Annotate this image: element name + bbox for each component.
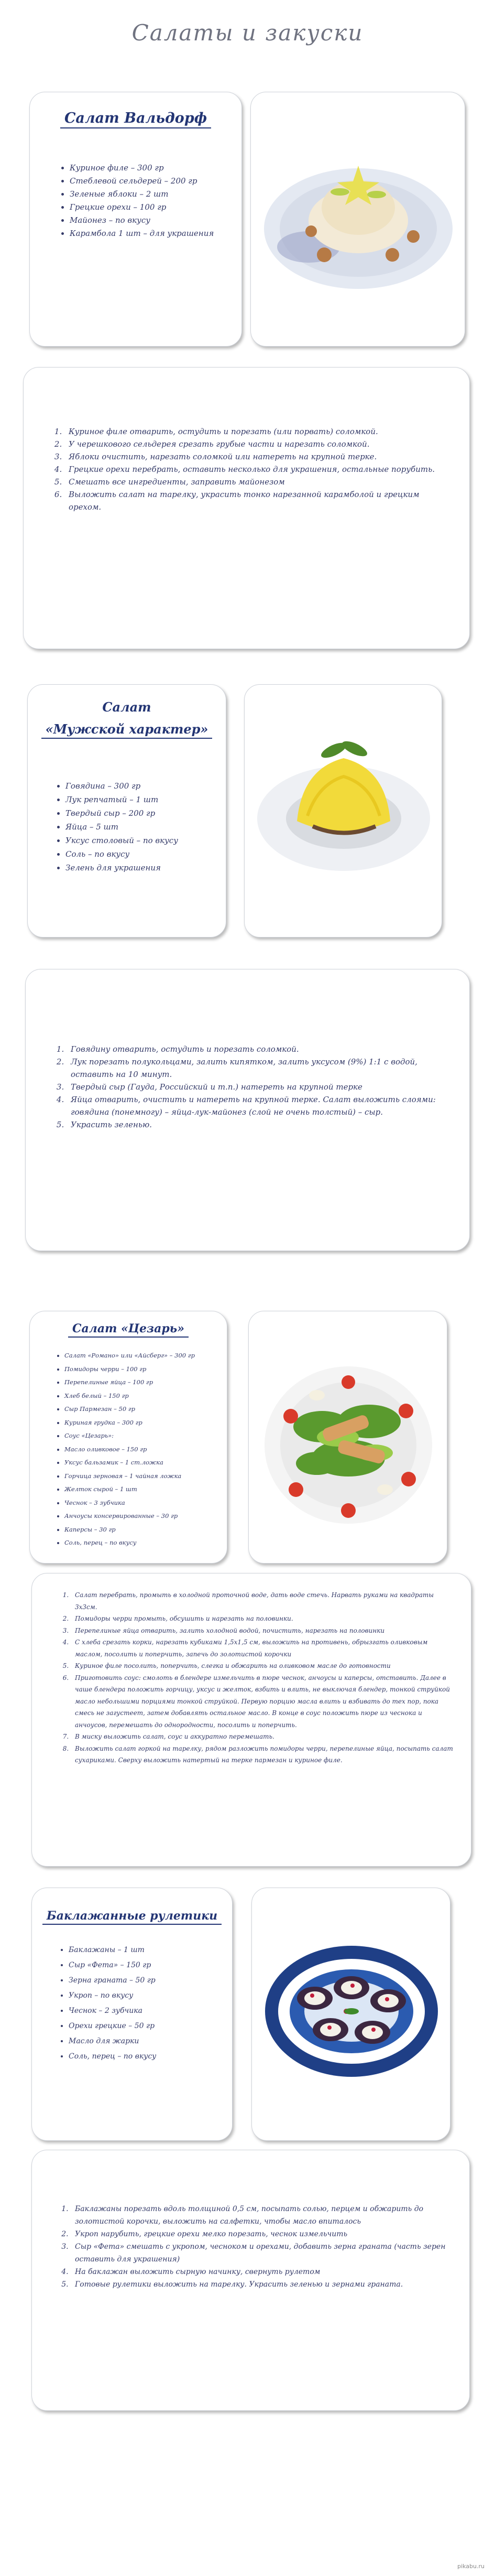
caesar-photo-card: [248, 1311, 447, 1564]
muzhskoy-title-line2: «Мужской характер»: [28, 721, 226, 739]
rolls-photo: [262, 1925, 441, 2093]
muzhskoy-salad-photo: [255, 721, 432, 879]
waldorf-title: Салат Вальдорф: [30, 110, 241, 128]
list-item: • Соль – по вкусу: [65, 847, 223, 861]
list-item: 3. Твердый сыр (Гауда, Российский и т.п.) натереть на крупной терке: [67, 1081, 452, 1093]
list-item: • Соль, перец – по вкусу: [64, 1536, 222, 1550]
caesar-title: Салат «Цезарь»: [30, 1322, 227, 1338]
list-item: 2. Укроп нарубить, грецкие орехи мелко порезать, чеснок измельчить: [71, 2228, 453, 2240]
list-item: • Куриная грудка – 300 гр: [64, 1416, 222, 1430]
rolls-ingredients: [57, 1943, 226, 2064]
muzhskoy-ingredients-card: [27, 684, 226, 937]
list-item: 4. Яйца отварить, очистить и натереть на крупной терке. Салат выложить слоями: говядина (понемногу) – яйца-лук-майонез (слой не очень толстый) – сыр.: [67, 1093, 452, 1118]
caesar-steps-card: [31, 1573, 471, 1867]
waldorf-ingredients: [58, 161, 227, 240]
list-item: • Карамбола 1 шт – для украшения: [70, 227, 227, 240]
list-item: • Говядина – 300 гр: [65, 779, 223, 793]
rolls-photo-card: [251, 1888, 450, 2141]
muzhskoy-photo-card: [244, 684, 442, 937]
waldorf-steps: [53, 425, 449, 513]
list-item: 6. Приготовить соус: смолоть в блендере измельчить в пюре чеснок, анчоусы и каперсы, отставить. Далее в чаше блендера положить горчицу, уксус и желток, взбить и влить, не выключая блендер, тонкой струйкой масло небольшими порциями тонкой струйкой. Первую порцию масла влить и взбивать до тех пор, пока смесь не загустеет, затем добавлять остальное масло. В конце в соус положить пюре из чеснока и анчоусов, перемешать до однородности, посолить и поперчить.: [71, 1672, 453, 1731]
list-item: 1. Куриное филе отварить, остудить и порезать (или порвать) соломкой.: [64, 425, 449, 438]
list-item: • Зелень для украшения: [65, 861, 223, 875]
list-item: • Твердый сыр – 200 гр: [65, 806, 223, 820]
list-item: • Перепелиные яйца – 100 гр: [64, 1376, 222, 1389]
list-item: 4. Грецкие орехи перебрать, оставить несколько для украшения, остальные порубить.: [64, 463, 449, 476]
list-item: • Соль, перец – по вкусу: [69, 2049, 226, 2064]
list-item: 4. На баклажан выложить сырную начинку, свернуть рулетом: [71, 2266, 453, 2278]
list-item: • Зерна граната – 50 гр: [69, 1973, 226, 1988]
list-item: • Уксус бальзамик – 1 ст.ложка: [64, 1456, 222, 1470]
list-item: 5. Украсить зеленью.: [67, 1118, 452, 1131]
list-item: 3. Сыр «Фета» смешать с укропом, чесноком и орехами, добавить зерна граната (часть зерен оставить для украшения): [71, 2240, 453, 2266]
list-item: 3. Перепелиные яйца отварить, залить холодной водой, почистить, нарезать на половинки: [71, 1625, 453, 1637]
muzhskoy-title-line1: Салат: [102, 699, 151, 715]
list-item: • Соус «Цезарь»:: [64, 1429, 222, 1443]
list-item: 2. У черешкового сельдерея срезать грубые части и нарезать соломкой.: [64, 438, 449, 450]
list-item: • Уксус столовый – по вкусу: [65, 834, 223, 847]
list-item: • Помидоры черри – 100 гр: [64, 1363, 222, 1376]
list-item: • Яйца – 5 шт: [65, 820, 223, 834]
rolls-title: Баклажанные рулетики: [32, 1909, 232, 1925]
list-item: • Зеленые яблоки – 2 шт: [70, 188, 227, 201]
list-item: • Орехи грецкие – 50 гр: [69, 2019, 226, 2034]
list-item: 2. Лук порезать полукольцами, залить кипятком, залить уксусом (9%) 1:1 с водой, оставить на 10 минут.: [67, 1055, 452, 1081]
list-item: 1. Баклажаны порезать вдоль толщиной 0,5 см, посыпать солью, перцем и обжарить до золотистой корочки, выложить на салфетки, чтобы масло впиталось: [71, 2203, 453, 2228]
waldorf-photo-card: [250, 92, 465, 347]
list-item: • Желток сырой – 1 шт: [64, 1483, 222, 1496]
watermark: pikabu.ru: [457, 2563, 485, 2570]
caesar-salad-photo: [259, 1332, 437, 1542]
caesar-ingredients: [53, 1349, 222, 1550]
list-item: • Сыр Пармезан – 50 гр: [64, 1403, 222, 1416]
rolls-steps-card: [31, 2150, 470, 2411]
list-item: 5. Готовые рулетики выложить на тарелку. Украсить зеленью и зернами граната.: [71, 2278, 453, 2291]
list-item: 1. Салат перебрать, промыть в холодной проточной воде, дать воде стечь. Нарвать руками на квадраты 3х3см.: [71, 1589, 453, 1613]
page-title: Салаты и закуски: [131, 20, 364, 46]
list-item: • Сыр «Фета» – 150 гр: [69, 1958, 226, 1973]
muzhskoy-ingredients: [54, 779, 223, 875]
list-item: 8. Выложить салат горкой на тарелку, рядом разложить помидоры черри, перепелиные яйца, посыпать салат сухариками. Сверху выложить натертый на терке пармезан и куриное филе.: [71, 1743, 453, 1766]
list-item: 3. Яблоки очистить, нарезать соломкой или натереть на крупной терке.: [64, 450, 449, 463]
list-item: • Анчоусы консервированные – 30 гр: [64, 1510, 222, 1523]
list-item: • Баклажаны – 1 шт: [69, 1943, 226, 1958]
waldorf-salad-photo: [261, 124, 455, 302]
list-item: 7. В миску выложить салат, соус и аккуратно перемешать.: [71, 1731, 453, 1743]
list-item: • Масло для жарки: [69, 2034, 226, 2049]
list-item: • Стеблевой сельдерей – 200 гр: [70, 175, 227, 188]
list-item: 5. Смешать все ингредиенты, заправить майонезом: [64, 476, 449, 488]
list-item: 2. Помидоры черри промыть, обсушить и нарезать на половинки.: [71, 1613, 453, 1625]
muzhskoy-steps: [55, 1043, 452, 1131]
list-item: 5. Куриное филе посолить, поперчить, слегка и обжарить на оливковом масле до готовности: [71, 1660, 453, 1672]
muzhskoy-steps-card: [25, 969, 470, 1251]
rolls-ingredients-card: [31, 1888, 233, 2141]
waldorf-ingredients-card: [29, 92, 242, 347]
list-item: • Чеснок – 3 зубчика: [64, 1496, 222, 1510]
rolls-steps: [59, 2203, 453, 2291]
list-item: • Лук репчатый – 1 шт: [65, 793, 223, 806]
list-item: 1. Говядину отварить, остудить и порезать соломкой.: [67, 1043, 452, 1055]
list-item: • Куриное филе – 300 гр: [70, 161, 227, 175]
list-item: 4. С хлеба срезать корки, нарезать кубиками 1,5х1,5 см, выложить на противень, обрызгать оливковым маслом, посолить и поперчить, запечь до золотистой корочки: [71, 1636, 453, 1660]
caesar-ingredients-card: [29, 1311, 227, 1564]
list-item: • Масло оливковое – 150 гр: [64, 1443, 222, 1457]
list-item: • Салат «Романо» или «Айсберг» – 300 гр: [64, 1349, 222, 1363]
list-item: • Грецкие орехи – 100 гр: [70, 201, 227, 214]
list-item: • Горчица зерновая – 1 чайная ложка: [64, 1470, 222, 1483]
list-item: • Укроп – по вкусу: [69, 1988, 226, 2003]
list-item: 6. Выложить салат на тарелку, украсить тонко нарезанной карамболой и грецким орехом.: [64, 488, 449, 513]
caesar-steps: [59, 1589, 453, 1766]
list-item: • Каперсы – 30 гр: [64, 1523, 222, 1537]
list-item: • Майонез – по вкусу: [70, 214, 227, 227]
waldorf-steps-card: [23, 367, 470, 649]
list-item: • Чеснок – 2 зубчика: [69, 2003, 226, 2019]
list-item: • Хлеб белый – 150 гр: [64, 1389, 222, 1403]
